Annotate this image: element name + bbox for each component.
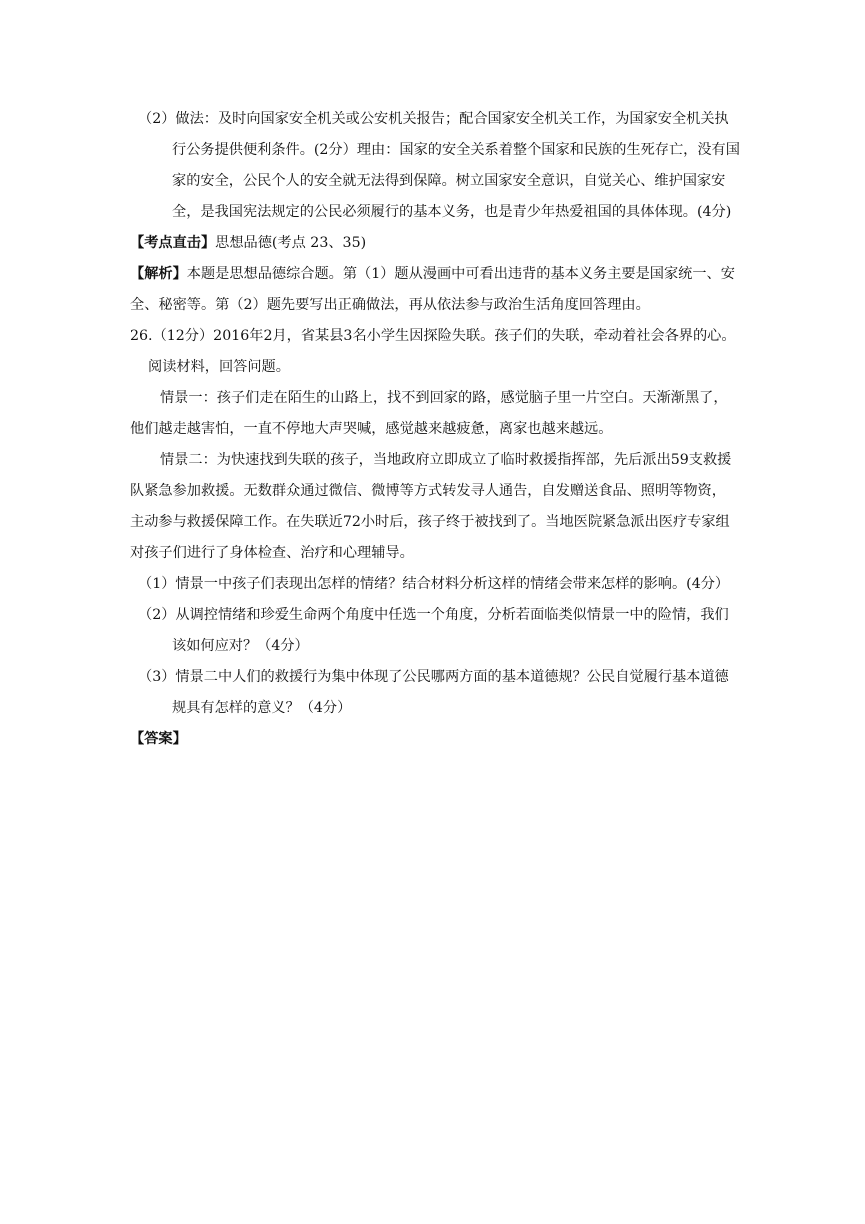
answer-label: 【答案】 <box>130 731 187 747</box>
question-1: （1）情景一中孩子们表现出怎样的情绪？结合材料分析这样的情绪会带来怎样的影响。(4分） <box>138 576 730 592</box>
kaodian-label: 【考点直击】 <box>130 235 216 251</box>
question-2: （2）从调控情绪和珍爱生命两个角度中任选一个角度，分析若面临类似情景一中的险情，我们该如何应对？（4分） <box>138 607 729 654</box>
scene-1: 情景一：孩子们走在陌生的山路上，找不到回家的路，感觉脑子里一片空白。天渐渐黑了，他们越走越害怕，一直不停地大声哭喊，感觉越来越疲惫，离家也越来越远。 <box>130 390 728 437</box>
jiexi-text: 本题是思想品德综合题。第（1）题从漫画中可看出违背的基本义务主要是国家统一、安全、秘密等。第（2）题先要写出正确做法，再从依法参与政治生活角度回答理由。 <box>130 266 735 313</box>
scene-2: 情景二：为快速找到失联的孩子，当地政府立即成立了临时救援指挥部，先后派出59支救援队紧急参加救援。无数群众通过微信、微博等方式转发寻人通告，自发赠送食品、照明等物资，主动参与救援保障工作。在失联近72小时后，孩子终于被找到了。当地医院紧急派出医疗专家组对孩子们进行了身体检查、治疗和心理辅导。 <box>130 452 732 561</box>
question-26-intro: 26.（12分）2016年2月，省某县3名小学生因探险失联。孩子们的失联，牵动着社会各界的心。阅读材料，回答问题。 <box>130 328 736 375</box>
question-3: （3）情景二中人们的救援行为集中体现了公民哪两方面的基本道德规？公民自觉履行基本道德规具有怎样的意义？（4分） <box>138 669 729 716</box>
jiexi-paragraph <box>130 259 740 321</box>
jiexi-label: 【解析】 <box>130 266 187 282</box>
answer-item-2: （2）做法：及时向国家安全机关或公安机关报告；配合国家安全机关工作，为国家安全机关执行公务提供便利条件。(2分）理由：国家的安全关系着整个国家和民族的生死存亡，没有国家的安全，公民个人的安全就无法得到保障。树立国家安全意识，自觉关心、维护国家安全，是我国宪法规定的公民必须履行的基本义务，也是青少年热爱祖国的具体体现。(4分) <box>138 111 740 220</box>
document-content <box>130 104 740 755</box>
kaodian-text: 思想品德(考点 23、35) <box>215 235 367 251</box>
kaodian-line <box>130 228 740 259</box>
